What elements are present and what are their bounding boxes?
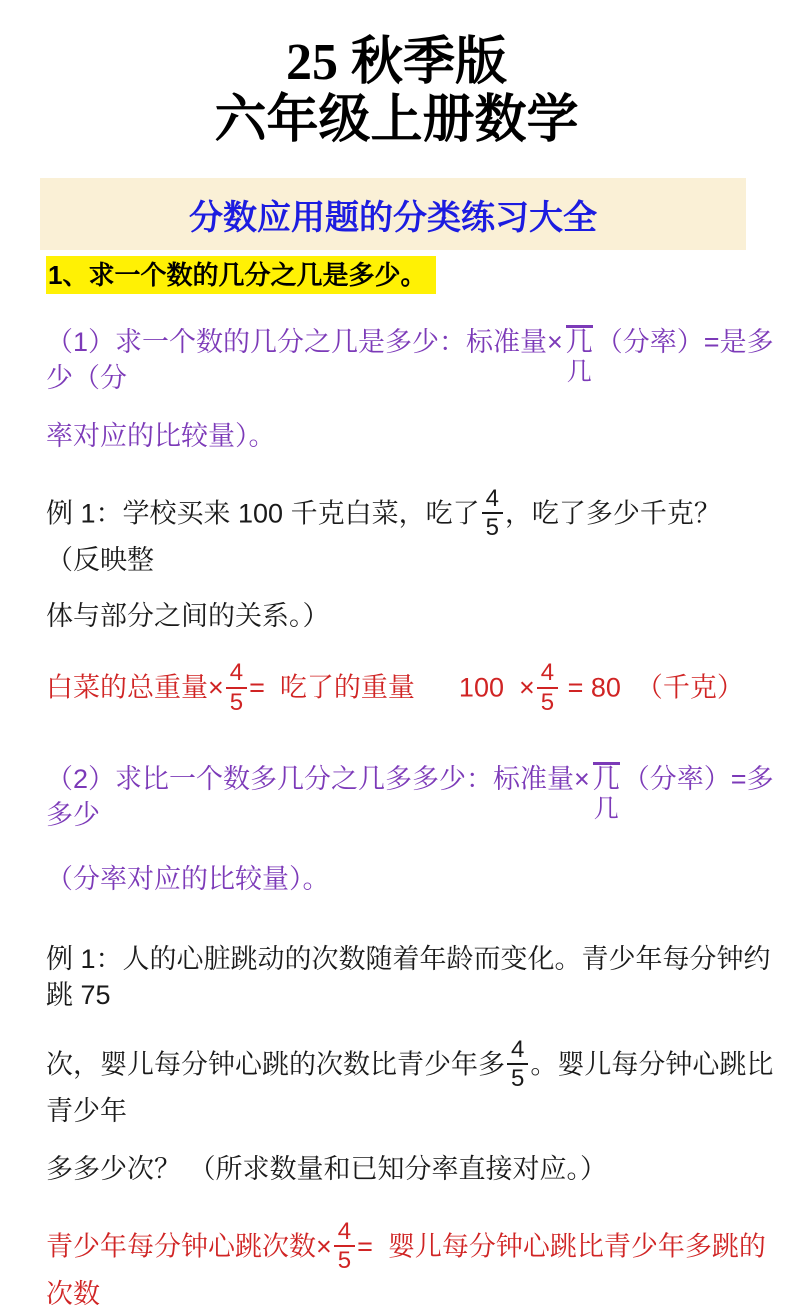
banner-title: 分数应用题的分类练习大全 [189,199,597,237]
rule-2-line-1 [46,761,779,833]
rule-1-line-1-after-fraction: （分率）=是多少（分 [46,327,774,393]
document-title [0,34,793,150]
ji-fraction [565,324,593,386]
rule-2-line-2: （分率对应的比较量）。 [46,863,330,894]
fraction-denominator: 5 [229,688,244,716]
solution-1-left-before-fraction: 白菜的总重量× [46,672,224,703]
document-title-line-1: 25 秋季版 [285,34,507,91]
example-2-line-2-before-fraction: 次，婴儿每分钟心跳的次数比青少年多 [46,1049,505,1080]
section-1-heading: 1、求一个数的几分之几是多少。 [46,256,436,294]
rule-1-line-1 [46,324,779,396]
solution-1-right-before-fraction: 100 × [458,672,535,703]
rule-2-line-1-after-fraction: （分率）=多多少 [46,763,774,830]
ji-fraction-denominator: 几 [566,358,592,386]
fraction-denominator: 5 [337,1247,352,1275]
rule-2-paragraph [46,761,779,897]
fraction-numerator: 4 [537,660,558,688]
solution-2-equation [46,1218,779,1311]
fraction-4-5 [482,486,503,540]
fraction-4-5 [537,660,558,714]
solution-1-equation [46,659,779,716]
ji-fraction-numerator: 几 [592,763,620,794]
section-1-heading-row [46,256,793,294]
fraction-denominator: 5 [485,514,499,542]
rule-1-line-2: 率对应的比较量）。 [46,421,276,451]
example-2-paragraph [46,941,779,1187]
fraction-denominator: 5 [511,1064,525,1092]
ji-fraction-denominator: 几 [593,794,619,823]
solution-2-after-fraction: = 婴儿每分钟心跳比青少年多跳的次数 [46,1231,766,1309]
banner [40,178,746,250]
solution-2-before-fraction: 青少年每分钟心跳次数× [46,1231,332,1262]
example-2-line-1: 例 1：人的心脏跳动的次数随着年龄而变化。青少年每分钟约跳 75 [46,943,771,1010]
rule-2-line-1-before-fraction: （2）求比一个数多几分之几多多少：标准量× [46,763,590,794]
fraction-numerator: 4 [226,660,247,688]
document-title-line-2: 六年级上册数学 [214,92,579,149]
fraction-denominator: 5 [540,688,555,716]
fraction-4-5 [226,660,247,714]
fraction-4-5 [507,1037,528,1091]
fraction-numerator: 4 [482,486,503,514]
rule-1-paragraph [46,324,779,454]
example-1-paragraph [46,485,779,634]
ji-fraction [592,761,620,823]
example-1-line-1 [46,485,779,578]
rule-1-line-1-before-fraction: （1）求一个数的几分之几是多少：标准量× [46,327,563,357]
solution-1-right-after-fraction: = 80 （千克） [560,672,744,703]
example-2-line-2 [46,1035,779,1129]
example-1-line-1-before-fraction: 例 1：学校买来 100 千克白菜，吃了 [46,498,480,529]
example-1-line-1-after-fraction: ，吃了多少千克？ （反映整 [46,498,729,576]
fraction-numerator: 4 [334,1219,355,1247]
fraction-numerator: 4 [507,1037,528,1065]
solution-1-line [46,659,779,716]
fraction-4-5 [334,1219,355,1273]
example-2-line-3: 多多少次？ （所求数量和已知分率直接对应。） [46,1154,608,1185]
example-1-line-2: 体与部分之间的关系。） [46,601,330,632]
ji-fraction-numerator: 几 [565,327,593,357]
solution-2-line [46,1218,779,1311]
example-2-line-2-after-fraction: 。婴儿每分钟心跳比青少年 [46,1049,774,1127]
solution-1-left-after-fraction: = 吃了的重量 [249,672,415,703]
